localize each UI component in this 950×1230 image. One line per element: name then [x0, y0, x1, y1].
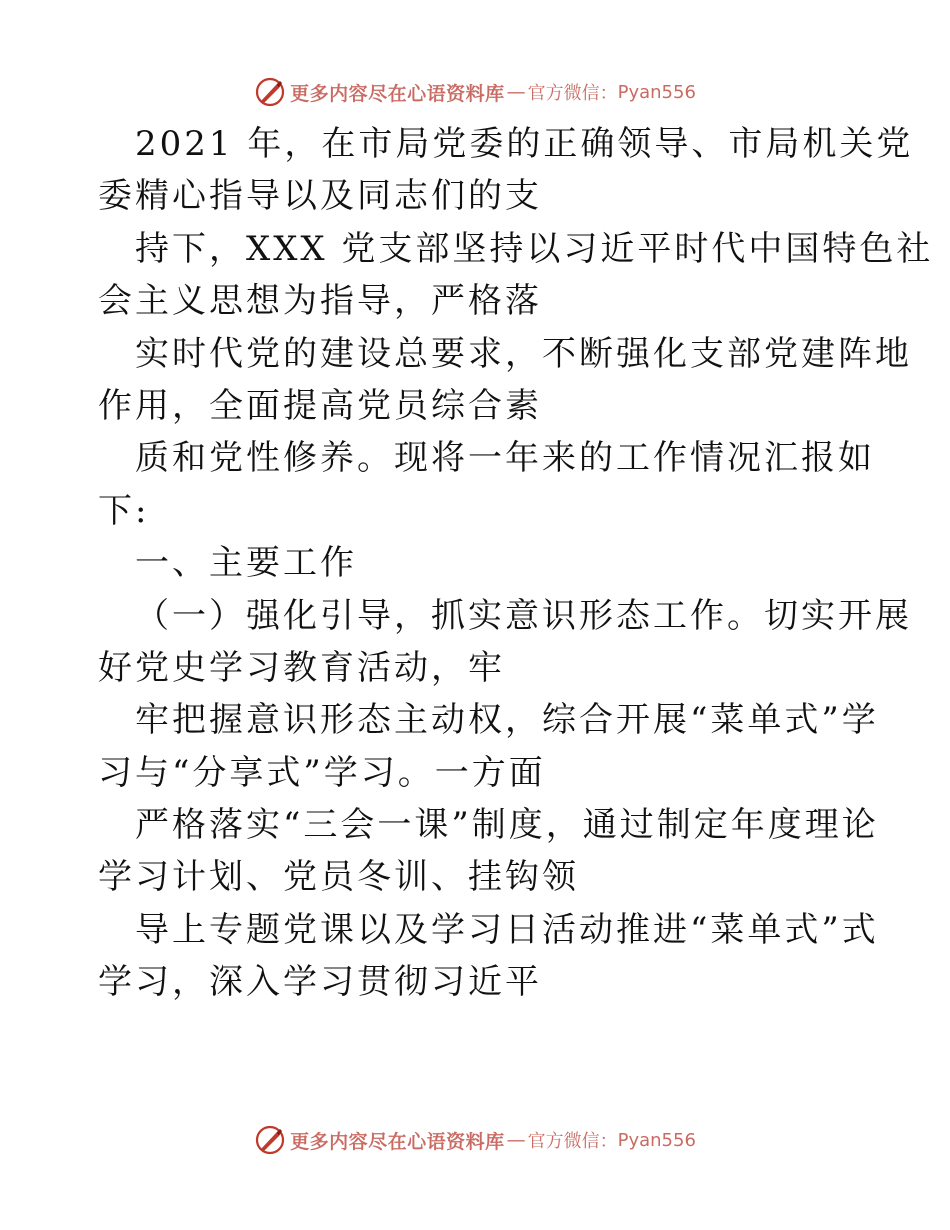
section-heading: 一、主要工作: [135, 543, 357, 584]
text-line: 作用，全面提高党员综合素: [98, 385, 542, 426]
banner-main-text: 更多内容尽在心语资料库: [290, 1130, 505, 1153]
banner-wechat-id: Pyan556: [617, 81, 696, 103]
banner-wechat-label: 官方微信：: [527, 83, 618, 104]
text-line: 习与“分享式”学习。一方面: [98, 752, 546, 793]
pen-logo-icon: [254, 76, 286, 108]
text-line: 下:: [98, 490, 150, 531]
text-line: 好党史学习教育活动，牢: [98, 647, 505, 688]
banner-main-text: 更多内容尽在心语资料库: [290, 82, 505, 105]
text-line: 委精心指导以及同志们的支: [98, 176, 542, 217]
text-line: 牢把握意识形态主动权，综合开展“菜单式”学: [135, 700, 879, 741]
pen-logo-icon: [254, 1124, 286, 1156]
banner-wechat-id: Pyan556: [617, 1129, 696, 1151]
text-line: 导上专题党课以及学习日活动推进“菜单式”式: [135, 909, 879, 950]
footer-watermark-banner: [0, 1120, 950, 1160]
header-watermark-banner: [0, 72, 950, 112]
text-line: 持下，XXX 党支部坚持以习近平时代中国特色社: [135, 228, 934, 269]
text-line: 实时代党的建设总要求，不断强化支部党建阵地: [135, 333, 912, 374]
text-line: 2021 年，在市局党委的正确领导、市局机关党: [135, 124, 914, 164]
text-line: 学习，深入学习贯彻习近平: [98, 962, 542, 1003]
text-line: 学习计划、党员冬训、挂钩领: [98, 857, 579, 898]
banner-wechat-label: 官方微信：: [527, 1131, 618, 1152]
banner-dash: —: [506, 81, 526, 103]
text-line: 会主义思想为指导，严格落: [98, 281, 542, 322]
banner-dash: —: [506, 1129, 526, 1151]
document-body: [98, 118, 934, 1009]
text-line: 质和党性修养。现将一年来的工作情况汇报如: [135, 438, 875, 479]
subsection-heading-line: （一）强化引导，抓实意识形态工作。切实开展: [135, 595, 912, 636]
text-line: 严格落实“三会一课”制度，通过制定年度理论: [135, 805, 879, 846]
